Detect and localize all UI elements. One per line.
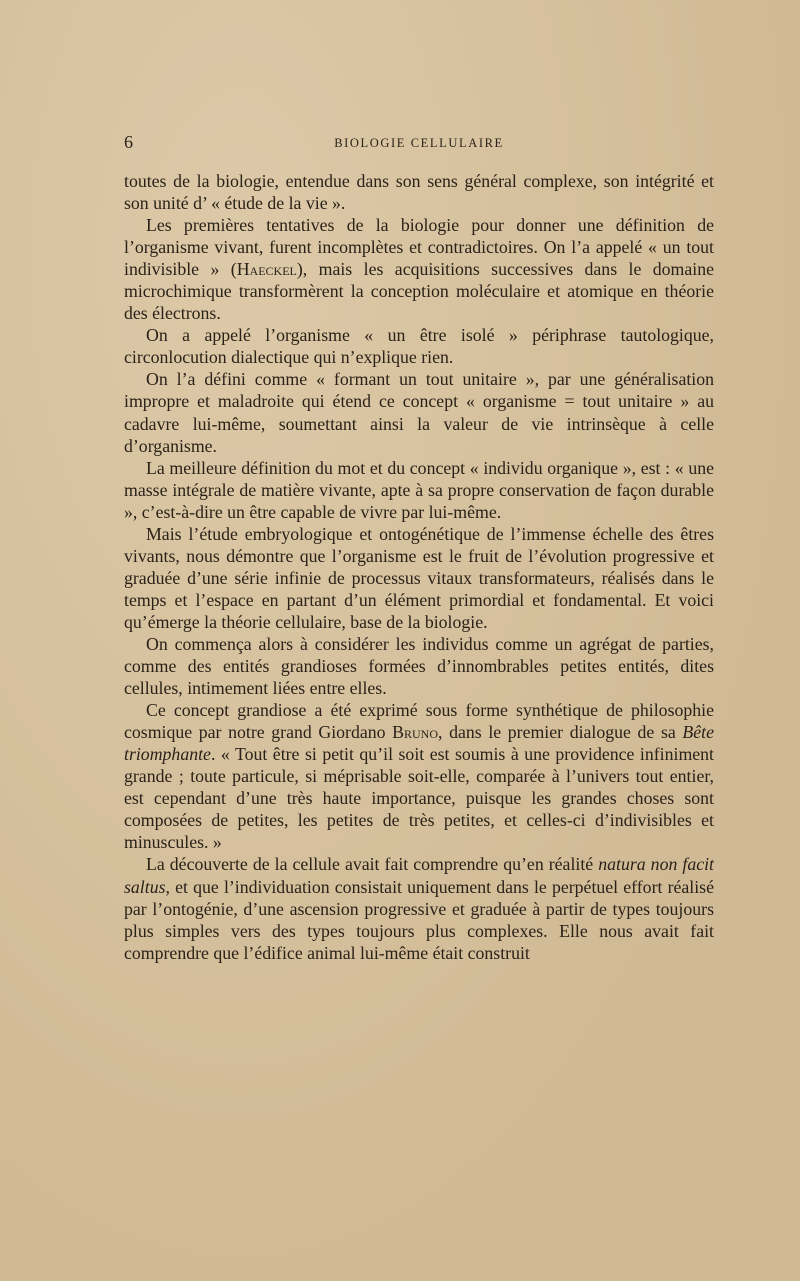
text-run: On commença alors à considérer les individus comme un agrégat de parties, comme des entités grandioses formées d’innombrables petites entités, dites cellules, intimement liées entre elles. <box>124 633 714 699</box>
text-run: toutes de la biologie, entendue dans son sens général complexe, son intégrité et son unité d’ « étude de la vie ». <box>124 171 714 214</box>
text-run: La découverte de la cellule avait fait comprendre qu’en réalité <box>146 854 599 875</box>
text-run: ), mais les acquisitions successives dans le domaine microchimique transformèrent la conception moléculaire et atomique en théorie des électrons. <box>124 259 714 324</box>
text-run: , et que l’individuation consistait uniquement dans le perpétuel effort réalisé par l’ontogénie, d’une ascension progressive et graduée à partir de types toujours plus simples vers des types toujours plus complexes. Elle nous avait fait comprendre que l’édifice animal lui-même était construit <box>124 876 714 963</box>
italic-text: natura non facit saltus <box>124 854 714 897</box>
paragraph <box>124 699 714 853</box>
italic-text: Bête triomphante <box>124 722 714 765</box>
paragraph <box>124 368 714 456</box>
author-name: Haeckel <box>236 259 297 280</box>
text-run: Les premières tentatives de la biologie pour donner une définition de l’organisme vivant, furent incomplètes et contradictoires. On l’a appelé « un tout indivisible » ( <box>124 215 714 280</box>
text-run: , dans le premier dialogue de sa <box>438 722 683 743</box>
paragraph <box>124 170 714 214</box>
text-run: La meilleure définition du mot et du concept « individu organique », est : « une masse intégrale de matière vivante, apte à sa propre conservation de façon durable », c’est-à-dire un être capable de vivre par lui-même. <box>124 457 714 522</box>
running-title: BIOLOGIE CELLULAIRE <box>334 136 504 150</box>
paragraph <box>124 633 714 699</box>
paragraph <box>124 523 714 633</box>
text-run: Ce concept grandiose a été exprimé sous forme synthétique de philosophie cosmique par notre grand Giordano <box>124 700 714 743</box>
page-header <box>124 132 714 154</box>
paragraph <box>124 324 714 368</box>
text-run: . « Tout être si petit qu’il soit est soumis à une providence infiniment grande ; toute particule, si méprisable soit-elle, comparée à l’univers tout entier, est cependant d’une très haute importance, puisque les grandes choses sont composées de petites, les petites de très petites, et celles-ci d’indivisibles et minuscules. » <box>124 744 714 853</box>
paragraph <box>124 214 714 324</box>
paragraph <box>124 457 714 523</box>
text-run: Mais l’étude embryologique et ontogénétique de l’immense échelle des êtres vivants, nous démontre que l’organisme est le fruit de l’évolution progressive et graduée d’une série infinie de processus vitaux transformateurs, réalisés dans le temps et l’espace en partant d’un élément primordial et fondamental. Et voici qu’émerge la théorie cellulaire, base de la biologie. <box>124 523 714 632</box>
paragraph <box>124 853 714 963</box>
body-text <box>124 170 714 964</box>
text-run: On a appelé l’organisme « un être isolé » périphrase tautologique, circonlocution dialectique qui n’explique rien. <box>124 325 714 368</box>
author-name: Bruno <box>392 722 439 743</box>
text-run: On l’a défini comme « formant un tout unitaire », par une généralisation impropre et maladroite qui étend ce concept « organisme = tout unitaire » au cadavre lui-même, soumettant ainsi la valeur de vie intrinsèque à celle d’organisme. <box>124 369 714 456</box>
page-number: 6 <box>124 132 133 152</box>
